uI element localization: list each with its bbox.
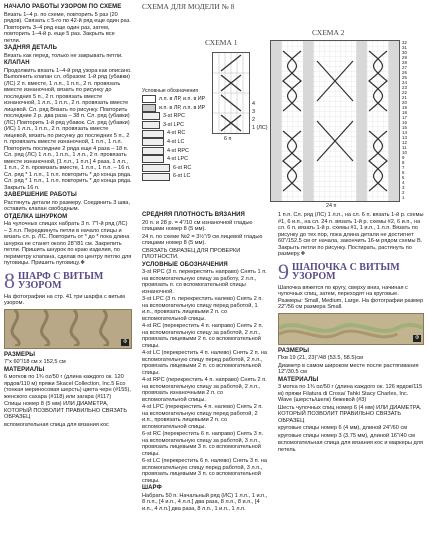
row-label: 1 (ЛС) — [252, 125, 268, 131]
chart-2-grid — [270, 40, 400, 202]
chart-2-symbols — [271, 41, 399, 201]
hat-size-item: Пхв 19 (21, 23)"/48 (53.5, 58.5)см — [278, 355, 363, 361]
chart-1-block — [205, 38, 238, 49]
legend-item: 4-st RC — [142, 129, 212, 138]
hat-material-item: круговые спицы номер 6 (4 мм), длиной 24"/60 см — [278, 425, 408, 431]
photo-tag: Ф — [415, 335, 419, 341]
photo-caption: На фотографии на стр. 41 три шарфа с витым узором. — [4, 293, 125, 306]
row-label: 28 — [402, 60, 407, 65]
section-number: 8 — [4, 267, 15, 293]
cable-lpc4-icon — [142, 155, 164, 163]
hat-material-item: 3 мотка по 1¾ oz/50 г (длина каждого ок. 126 ярдов/115 м) пряжи Filatura di Crosa/ Tahki Stacy Charles, Inc. Wave (шерсть/шелк) бежевой (#3) — [278, 384, 423, 403]
row-label: 9 — [402, 155, 405, 160]
chart-1-width-label: 6 п — [224, 136, 232, 142]
chart-2-block — [312, 28, 345, 37]
scarf-sizes: 7"x 60"/18 см x 152,5 см — [4, 359, 66, 365]
row-label: 6 — [402, 170, 405, 175]
row-label: 26 — [402, 70, 407, 75]
row-label: 7 — [402, 165, 405, 170]
hat-section-header — [278, 258, 424, 284]
legend-item: 6-st RC — [142, 164, 212, 173]
row-label: 19 — [402, 105, 407, 110]
row-label: 4 — [252, 101, 255, 107]
left-column — [4, 4, 132, 429]
chart-1-symbols — [213, 53, 249, 133]
scarf-materials-heading: МАТЕРИАЛЫ — [4, 366, 45, 373]
row-label: 13 — [402, 135, 407, 140]
row-label: 5 — [402, 175, 405, 180]
knit-symbol-icon — [142, 95, 156, 103]
chart-page-title: СХЕМА ДЛЯ МОДЕЛИ № 8 — [142, 2, 235, 11]
hat-sizes-heading: РАЗМЕРЫ — [278, 347, 310, 354]
right-column — [278, 212, 424, 454]
cable-texture-icon — [5, 310, 131, 346]
legend-item: 4-st LPC — [142, 155, 212, 164]
cable-rpc4-icon — [142, 147, 164, 155]
row-label: 10 — [402, 150, 407, 155]
legend-item: 3-st RPC — [142, 112, 212, 121]
row-label: 1 — [402, 195, 405, 200]
hat-materials-heading: МАТЕРИАЛЫ — [278, 376, 319, 383]
cable-rpc-icon — [142, 112, 160, 120]
purl-symbol-icon — [142, 104, 156, 112]
row-label: 12 — [402, 140, 407, 145]
row-label: 22 — [402, 90, 407, 95]
trim-text: На чулочных спицах набрать 3 п. 7"I-й ряд (ЛС) – 3 л.п. Передвинуть петли в начало спицы и вязать сл. р. ЛС. Повторить от * до * пока длина шнурка не станет около 28"/81 см. Закрепить петли. Пришить шнурок по краю изделия, по периметру клапана, сделав по центру петлю для пуговицы. Пришить пуговицу.❖ — [4, 221, 132, 266]
scarf-material-item: вспомогательная спица для вязания кос — [4, 421, 109, 428]
row-label: 17 — [402, 115, 407, 120]
back-text: Вязать как перед, только не закрывать петли. — [4, 52, 123, 59]
abbr-item: 6-st RC (перекрестить 6 п. направо) Снять 3 п. на вспомогательную спицу за работой, 3 л.п., провязать лицевыми 3 п. со вспомогательной спицы. — [142, 431, 264, 457]
hat-photo — [278, 313, 424, 345]
density-item: 24 п. по схеме №2 = 3½"/9 см лицевой гладью спицами номер 8 (5 мм). — [142, 233, 263, 246]
abbr-item: 6-st LC (перекрестить 6 п. налево) Снять 3 п. на вспомогательную спицу перед работой, 3 л.п., провязать лицевыми 3 п. со вспомогательной спицы. — [142, 458, 267, 484]
trim-heading: ОТДЕЛКА ШНУРКОМ — [4, 213, 68, 220]
back-heading: ЗАДНЯЯ ДЕТАЛЬ — [4, 45, 58, 51]
legend-item: 4-st LC — [142, 138, 212, 147]
row-label: 3 — [402, 185, 405, 190]
scarf-text: Набрать 50 п. Начальный ряд (ИС) 1 л.п., 1 и.п., 8 л.п., [4 и.п., 4 л.п.] два раза, 8 л.п., 8 и.п., [4 и.п., 4 л.п.] два раза, 8 л.п., 1 и.п., 1 л.п. — [142, 492, 268, 512]
cable-rc6-icon — [142, 164, 170, 172]
legend-item: и.п. в ЛР, л.п. в ИР — [142, 104, 212, 113]
symbol-legend — [142, 88, 212, 181]
legend-item: 3-st LPC — [142, 121, 212, 130]
chart-1-grid — [212, 52, 250, 134]
chart-start-text: Вязать 1–4 р. по схеме, повторить 5 раз (20 рядов). Связать с 5-го по 42-й ряд еще один раз. Повторить 3–4 ряд еще один раз, затем, повторить 1–4-й р. еще 5 раз. Закрыть все петли. — [4, 11, 131, 44]
cable-lpc-icon — [142, 121, 160, 129]
flap-text: Продолжить вязать 1–4-й ряд узора как описано. Выполнить клапан сл. образом: 1-й ряд (убавки) (ЛС) 2 п. вместе, 1 л.п., 1 п.п., 2 п. провязать вместе изнаночной, вязать по рисунку до последних 5 п., 2 п. провязать вместе изнаночной, 1 л.п., 1 п.п., 2 п. провязать вместе лицевой. Сл. ряд Вязать по рисунку. Повторить последние 2 р. два раза – 38 п. Сл. ряд (убавки) (ЛС) Повторить 1-й ряд убавок. Сл. ряд (убавки) (ИС) 1 л.п., 1 п.п., 2 п. провязать вместе лицевой, вязать по рисунку до последних 5 п., 2 п. провязать вместе изнаночной, 1 п.п., 1 л.п. Повторить последние 2 ряда еще 4 раза – 18 п. Сл. ряд (ЛС) 1 л.п., 1 п.п., 1 л.п., 2 п. провязать вместе изнаночной, [1 л.п., 1 п.п.] 4 раза, 1 л.п., 1 п.п., 2 п. провязать вместе, 1 л.п., 1 п.п. – 16 п. Сл. ряд * 1 л.п., 1 п.п. повторить * до конца ряда. Сл. ряд * 1 п.п., 1 л.п. повторить * до конца ряда. Закрыть 16 п. — [4, 67, 132, 191]
row-label: 23 — [402, 85, 407, 90]
row-label: 29 — [402, 55, 407, 60]
legend-item: л.п. в ЛР, и.п. в ИР — [142, 95, 212, 104]
legend-item: 6-st LC — [142, 172, 212, 181]
legend-title: Условные обозначения — [142, 88, 199, 94]
legend-item: 4-st RPC — [142, 147, 212, 156]
abbr-item: 4-st RC (перекрестить 4 п. направо) Снять 2 п. на вспомогательную спицу за работой, 2 л.п., провязать лицевыми 2 п. со вспомогательной спицы. — [142, 323, 264, 349]
row-label: 8 — [402, 160, 405, 165]
row-label: 24 — [402, 80, 407, 85]
row-label: 20 — [402, 100, 407, 105]
photo-tag: Ф — [123, 339, 127, 345]
row-label: 18 — [402, 110, 407, 115]
cable-lc-icon — [142, 138, 164, 146]
abbr-item: 3-st LPC (3 п. перекрестить налево) Снять 2 п. на вспомогательную спицу перед работой, 1 и.п., провязать лицевыми 2 п. со вспомогательной спицы. — [142, 296, 263, 322]
finish-heading: ЗАВЕРШЕНИЕ РАБОТЫ — [4, 192, 77, 198]
flap-heading: КЛАПАН — [4, 60, 30, 66]
row-label: 4 — [402, 180, 405, 185]
abbr-item: 4-st LPC (перекрестить 4 п. налево) Снять 2 п. на вспомогательную спицу перед работой, 2 и.п., провязать лицевыми 2 п. со вспомогательной спицы. — [142, 404, 263, 430]
finish-text: Растянуть детали по размеру. Соединить 3 шва, оставить клапан свободным. — [4, 199, 130, 212]
density-heading: СРЕДНЯЯ ПЛОТНОСТЬ ВЯЗАНИЯ — [142, 212, 245, 218]
cable-rc-icon — [142, 130, 164, 138]
hat-size-item: Диаметр в самом широком месте после растягивания 12"/30.5 см — [278, 362, 419, 375]
hat-material-item: круговые спицы номер 3 (3.75 мм), длиной 16"/40 см — [278, 432, 415, 439]
scarf-continuation: 1 п.п. Сл. ряд (ЛС) 1 л.п., на сл. 6 п. вязать 1-й р. схемы #1, 6 и.п., на сл. 24 п. вязать 1-й р. схемы #2, 6 и.п., на сл. 6 п. вязать 1-й р. схемы #1, 1 и.п., 1 л.п. Вязать по рисунку до тех пор, пока длина детали не достигнет 60"/152.5 см от начала, закончить 16-м рядом схемы В. Закрыть петли по рисунку. Постирать, растянуть по размеру.❖ — [278, 212, 424, 257]
section-title: ШАРФ С ВИТЫМ УЗОРОМ — [18, 270, 104, 291]
hat-material-item: вспомогательная спица для вязания кос и маркеры для петель — [278, 440, 424, 453]
row-label: 25 — [402, 75, 407, 80]
abbr-heading: УСЛОВНЫЕ ОБОЗНАЧЕНИЯ — [142, 261, 228, 268]
density-item: 20 п. и 28 р. = 4"/10 см изнаночной гладью спицами номер 8 (5 мм). — [142, 219, 253, 232]
row-label: 2 — [402, 190, 405, 195]
chart-2-width-label: 24 п — [326, 203, 337, 209]
hat-intro: Шапочка вяжется по кругу, сверху вниз, начиная с чулочных спиц, затем, переходят на круговые. Размеры: Small, Medium, Large. На фотографии размер 22"/56 см размера Small. — [278, 284, 424, 310]
section-number: 9 — [278, 258, 289, 284]
chart-start-heading: НАЧАЛО РАБОТЫ УЗОРОМ ПО СХЕМЕ — [4, 4, 122, 10]
row-label: 16 — [402, 120, 407, 125]
chart-2-row-labels — [402, 40, 407, 200]
chart-2-title: СХЕМА 2 — [312, 28, 345, 37]
row-label: 15 — [402, 125, 407, 130]
scarf-heading: ШАРФ — [142, 485, 162, 491]
density-item: СВЯЗАТЬ ОБРАЗЕЦ ДЛЯ ПРОВЕРКИ ПЛОТНОСТИ. — [142, 247, 241, 260]
scarf-material-item: 6 мотков по 1¾ oz/50 г (длина каждого ок. 120 ярдов/110 м) пряжи Skacel Collection, Inc.5 Eco (тонкая мериносовая шерсть) цвета черн (#155), женского сахара (#118) или загара (#117) — [4, 374, 131, 400]
row-label: 27 — [402, 65, 407, 70]
abbr-item: 4-st RPC (перекрестить 4 п. направо) Снять 2 п. на вспомогательную спицу за работой, 2 л.п., провязать изнаночными 2 п. со вспомогательной спицы. — [142, 377, 267, 403]
row-label: 21 — [402, 95, 407, 100]
chart-1-row-labels — [252, 100, 268, 132]
row-label: 32 — [402, 40, 407, 45]
abbr-item: 3-st RPC (3 п. перекрестить направо) Снять 1 п. на вспомогательную спицу за работу, 2 л.п., провязать п. со вспомогательной спицы изнаночной. — [142, 269, 267, 295]
row-label: 14 — [402, 130, 407, 135]
scarf-sizes-heading: РАЗМЕРЫ — [4, 351, 36, 358]
abbr-item: 4-st LC (перекрестить 4 п. налево) Снять 2 п. на вспомогательную спицу перед работой, 2 л.п., провязать лицевыми 2 п. со вспомогательной спицы. — [142, 350, 267, 376]
row-label: 31 — [402, 45, 407, 50]
cable-lc6-icon — [142, 173, 170, 181]
scarf-material-item: Спицы номер 8 (5 мм) ИЛИ ДИАМЕТРА, КОТОРЫЙ ПОЗВОЛИТ ПРАВИЛЬНО СВЯЗАТЬ ОБРАЗЕЦ — [4, 401, 128, 420]
scarf-photo — [4, 309, 132, 349]
scarf-section-header — [4, 267, 132, 293]
yarn-texture-icon — [279, 314, 423, 342]
chart-1-title: СХЕМА 1 — [205, 38, 238, 47]
row-label: 2 — [252, 117, 255, 123]
hat-material-item: Шесть чулочных спиц номер 6 (4 мм) ИЛИ ДИАМЕТРА, КОТОРЫЙ ПОЗВОЛИТ ПРАВИЛЬНО СВЯЗАТЬ ОБРАЗЕЦ — [278, 404, 422, 424]
center-text — [142, 212, 268, 513]
center-column — [142, 4, 268, 12]
row-label: 11 — [402, 145, 407, 150]
row-label: 30 — [402, 50, 407, 55]
section-title: ШАПОЧКА С ВИТЫМ УЗОРОМ — [292, 261, 400, 282]
row-label: 3 — [252, 109, 255, 115]
